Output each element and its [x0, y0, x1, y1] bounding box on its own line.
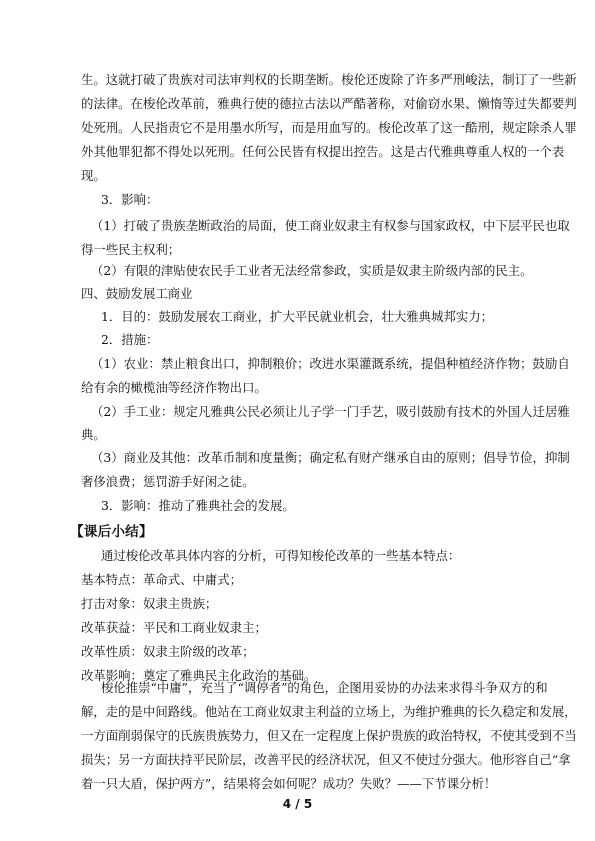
- closing-line: 梭伦推崇“中庸”，充当了“调停者”的角色，企图用妥协的办法来求得斗争双方的和: [101, 680, 548, 695]
- measure-commerce-cont: 奢侈浪费；惩罚游手好闲之徒。: [81, 474, 255, 489]
- summary-item: 改革获益：平民和工商业奴隶主；: [81, 620, 267, 635]
- body-line: 生。这就打破了贵族对司法审判权的长期垄断。梭伦还废除了许多严刑峻法，制订了一些新: [81, 72, 577, 87]
- body-line: 的法律。在梭伦改革前，雅典行使的德拉古法以严酷著称，对偷窃水果、懒惰等过失都要判: [81, 96, 577, 111]
- measures-title: 2．措施：: [101, 332, 159, 347]
- influence-item: （2）有限的津贴使农民手工业者无法经常参政，实质是奴隶主阶级内部的民主。: [91, 263, 533, 278]
- section-heading: 四、鼓励发展工商业: [81, 286, 193, 301]
- closing-line: 损失；另一方面扶持平民阶层，改善平民的经济状况，但又不使过分强大。他形容自己“拿: [81, 752, 571, 767]
- closing-line: 着一只大盾，保护两方”，结果将会如何呢？成功？失败？——下节课分析！: [81, 776, 497, 791]
- measure-handicraft-cont: 典。: [81, 427, 106, 442]
- summary-item: 改革性质：奴隶主阶级的改革；: [81, 644, 255, 659]
- influence-item: （1）打破了贵族垄断政治的局面，使工商业奴隶主有权参与国家政权，中下层平民也取: [91, 218, 570, 233]
- measure-handicraft: （2）手工业：规定凡雅典公民必须让儿子学一门手艺，吸引鼓励有技术的外国人迁居雅: [91, 404, 570, 419]
- summary-intro: 通过梭伦改革具体内容的分析，可得知梭伦改革的一些基本特点：: [101, 548, 461, 563]
- measure-agriculture: （1）农业：禁止粮食出口，抑制粮价；改进水渠灌溉系统，提倡种植经济作物；鼓励自: [91, 356, 570, 371]
- summary-item: 基本特点：革命式、中庸式；: [81, 572, 243, 587]
- purpose-line: 1．目的：鼓励发展农工商业，扩大平民就业机会，壮大雅典城邦实力；: [101, 309, 493, 324]
- closing-line: 一方面削弱保守的氏族贵族势力，但又在一定程度上保护贵族的政治特权，不使其受到不当: [81, 728, 577, 743]
- measure-commerce: （3）商业及其他：改革币制和度量衡；确定私有财产继承自由的原则；倡导节俭，抑制: [91, 450, 570, 465]
- measure-agriculture-cont: 给有余的橄榄油等经济作物出口。: [81, 380, 267, 395]
- summary-item: 改革影响：奠定了雅典民主化政治的基础。: [81, 668, 317, 683]
- effect-line: 3．影响：推动了雅典社会的发展。: [101, 498, 295, 513]
- page-number: 4 / 5: [282, 797, 313, 811]
- summary-heading: 【课后小结】: [70, 524, 153, 540]
- influence-item-cont: 得一些民主权利；: [81, 242, 181, 257]
- body-line: 现。: [81, 168, 106, 183]
- influence-title: 3．影响：: [101, 192, 159, 207]
- closing-line: 解，走的是中间路线。他站在工商业奴隶主利益的立场上，为维护雅典的长久稳定和发展，: [81, 704, 577, 719]
- body-line: 处死刑。人民指责它不是用墨水所写，而是用血写的。梭伦改革了这一酷刑，规定除杀人罪: [81, 120, 577, 135]
- summary-item: 打击对象：奴隶主贵族；: [81, 596, 218, 611]
- body-line: 外其他罪犯都不得处以死刑。任何公民皆有权提出控告。这是古代雅典尊重人权的一个表: [81, 144, 565, 159]
